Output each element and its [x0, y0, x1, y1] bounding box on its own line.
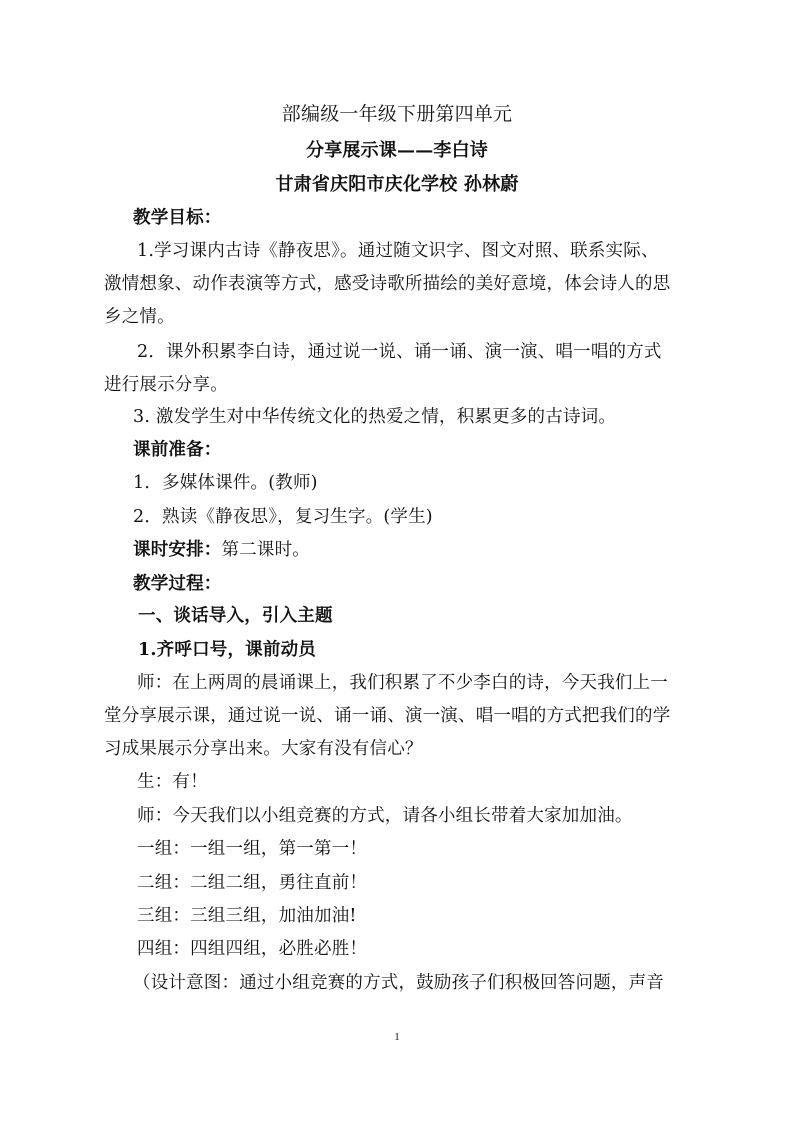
- subsection-1-heading: 1.齐呼口号，课前动员: [138, 640, 316, 660]
- objective-2-line-2: 进行展示分享。: [104, 375, 228, 395]
- objective-2-line-1: 2．课外积累李白诗，通过说一说、诵一诵、演一演、唱一唱的方式: [137, 342, 662, 362]
- objective-1-line-2: 激情想象、动作表演等方式，感受诗歌所描绘的美好意境，体会诗人的思: [104, 274, 671, 294]
- preparation-heading: 课前准备：: [133, 440, 222, 460]
- process-heading: 教学过程：: [133, 574, 222, 594]
- document-author: 甘肃省庆阳市庆化学校 孙林蔚: [275, 174, 519, 195]
- teacher-line-1: 师：在上两周的晨诵课上，我们积累了不少李白的诗，今天我们上一: [137, 673, 668, 693]
- design-note: （设计意图：通过小组竞赛的方式，鼓励孩子们积极回答问题，声音: [133, 973, 664, 993]
- objective-3: 3. 激发学生对中华传统文化的热爱之情，积累更多的古诗词。: [133, 407, 617, 427]
- section-1-heading: 一、谈话导入，引入主题: [138, 606, 333, 626]
- teacher-line-2: 堂分享展示课，通过说一说、诵一诵、演一演、唱一唱的方式把我们的学: [104, 706, 671, 726]
- student-reply: 生：有！: [137, 772, 208, 792]
- schedule-label: 课时安排：: [133, 540, 222, 560]
- objective-1-line-1: 1.学习课内古诗《静夜思》。通过随文识字、图文对照、联系实际、: [137, 241, 659, 261]
- group-1-slogan: 一组：一组一组，第一第一！: [137, 839, 368, 859]
- document-title: 部编级一年级下册第四单元: [281, 103, 513, 125]
- schedule-value: 第二课时。: [221, 540, 310, 560]
- teacher-line-3: 习成果展示分享出来。大家有没有信心？: [104, 739, 423, 759]
- group-4-slogan: 四组：四组四组，必胜必胜！: [137, 939, 368, 959]
- page-number: 1: [394, 1031, 400, 1043]
- objective-1-line-3: 乡之情。: [104, 307, 175, 327]
- group-2-slogan: 二组：二组二组，勇往直前！: [137, 873, 368, 893]
- preparation-item-1: 1．多媒体课件。(教师): [133, 473, 318, 493]
- group-3-slogan: 三组：三组三组，加油加油!: [137, 906, 357, 926]
- preparation-item-2: 2．熟读《静夜思》，复习生字。(学生): [133, 507, 433, 527]
- document-subtitle: 分享展示课——李白诗: [306, 140, 488, 161]
- schedule: [133, 539, 310, 561]
- teacher-instruction: 师：今天我们以小组竞赛的方式，请各小组长带着大家加加油。: [137, 806, 633, 826]
- objectives-heading: 教学目标：: [133, 208, 222, 228]
